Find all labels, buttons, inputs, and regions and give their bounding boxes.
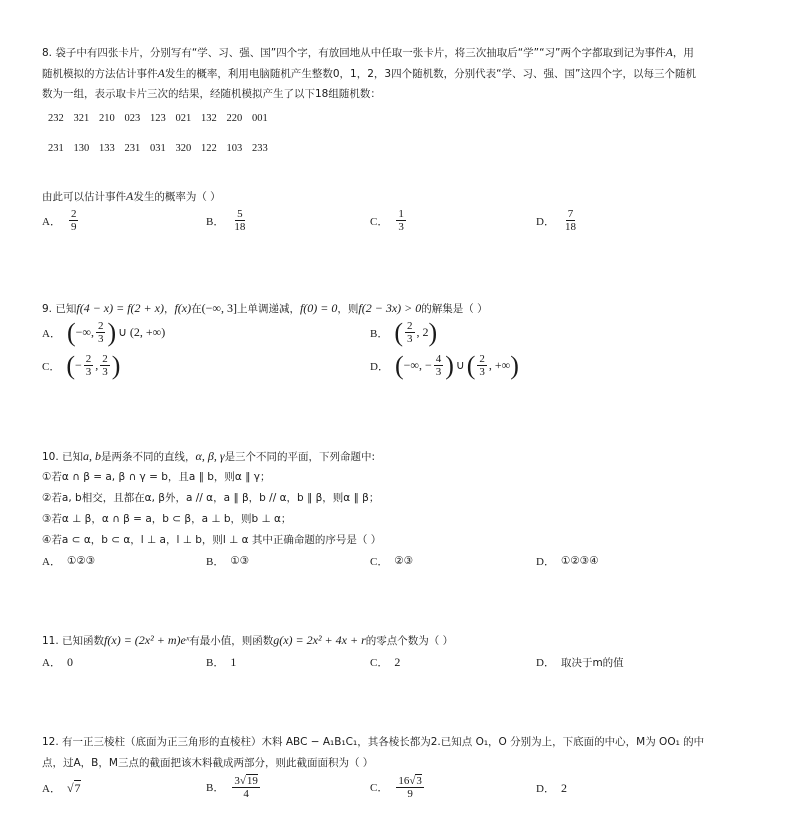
fraction [232,208,247,233]
q11-stem-c: 的零点个数为（ ） [365,635,454,647]
paren-open: ( [394,317,404,347]
option-label: A． [42,783,61,795]
fraction [396,774,424,800]
fraction [563,208,578,233]
q10-stem [42,448,375,465]
denominator: 9 [70,221,77,233]
q10-option-b[interactable] [206,553,249,569]
q8-number: 122 [201,143,217,154]
q8-option-d[interactable] [536,208,580,233]
paren-open: ( [394,350,404,380]
fraction [405,320,415,345]
q11-option-b[interactable] [206,654,236,670]
option-label: A． [42,327,61,340]
q9-option-a[interactable] [42,317,166,347]
q9-d-pre: −∞, − [403,358,432,372]
q12-option-c[interactable] [370,774,426,800]
q8-line1-end: ，用 [672,47,694,59]
denominator: 3 [85,366,92,378]
q8-number: 220 [226,113,243,124]
sqrt-sign: √ [66,780,74,795]
paren-open: ( [66,350,76,380]
denominator: 3 [479,366,485,378]
q11-stem-a: 11. 已知函数 [42,635,105,647]
numerator: 2 [70,208,77,220]
option-text: 1 [230,654,237,669]
denominator: 18 [234,221,246,233]
q9-option-c[interactable] [42,350,121,380]
q8-option-b[interactable] [206,208,249,233]
fraction [100,353,110,378]
option-label: B． [206,215,225,228]
q9-f0: f(0) = 0 [299,301,338,315]
q8-line-1 [42,44,694,61]
paren-close: ) [428,317,438,347]
q8-line-3: 数为一组，表示取卡片三次的结果，经随机模拟产生了以下18组随机数： [42,88,381,100]
q8-line-2 [42,65,696,82]
q10-stem-a: 10. 已知 [42,451,84,463]
option-label: C． [370,657,389,669]
q10-proposition-3: ③若α ⊥ β，α ∩ β = a，b ⊂ β，a ⊥ b，则b ⊥ α； [42,513,292,525]
q9-sep: 在 [191,303,202,315]
q9-d-post: , +∞ [488,358,511,372]
q10-option-c[interactable] [370,553,413,569]
fraction [434,353,444,378]
q8-number: 233 [252,143,268,154]
q10-planes: α, β, γ [195,449,225,463]
q8-ask-b: 发生的概率为（ ） [133,191,221,203]
q11-option-a[interactable] [42,654,73,670]
radicand: 3 [416,775,422,787]
option-text: 取决于m的值 [560,656,624,669]
union-sign: ∪ [455,358,465,372]
q11-stem-b: 有最小值，则函数 [189,635,274,647]
q10-lines: a, b [83,449,102,463]
q11-option-c[interactable] [370,654,400,670]
q9-stem [42,300,488,317]
q8-ask-a: 由此可以估计事件 [42,191,126,203]
q12-option-a[interactable] [42,780,81,796]
q12-option-d[interactable] [536,780,567,796]
q9-a-post: ∪ (2, +∞) [118,325,166,339]
q9-stem-end: 的解集是（ ） [421,303,488,315]
q10-option-a[interactable] [42,553,95,569]
q8-number: 132 [201,113,217,124]
q11-fx: f(x) = (2x² + m)eˣ [104,633,190,647]
q8-ask-var: A [126,189,134,203]
option-label: A． [42,215,61,228]
q9-interval: (−∞, 3] [201,301,237,315]
option-text: ①②③④ [560,555,599,567]
q8-number: 210 [99,113,115,124]
q8-number: 320 [175,143,192,154]
q9-sep: ， [163,303,175,315]
q9-a-pre: −∞, [75,325,94,339]
q8-line1-text: 8. 袋子中有四张卡片，分别写有“学、习、强、国”四个字，有放回地从中任取一张卡片，将三次抽取后“学”“习”两个字都取到记为事件 [42,47,666,59]
option-text: 2 [560,780,567,795]
option-label: D． [536,215,555,228]
q9-b-post: , 2 [416,325,429,339]
denominator: 3 [97,333,104,345]
q10-stem-b: 是两条不同的直线， [101,451,196,463]
q10-option-d[interactable] [536,553,599,569]
numerator: 2 [97,320,104,332]
denominator: 18 [564,221,576,233]
q11-stem [42,632,453,649]
q9-sep: 上单调递减， [236,303,300,315]
option-label: D． [370,360,389,373]
q8-line2-a: 随机模拟的方法估计事件 [42,68,158,80]
option-label: B． [370,327,389,340]
numerator: 2 [407,320,413,332]
minus-sign: − [75,358,82,372]
fraction [96,320,106,345]
radicand: 19 [246,775,258,787]
q8-number: 001 [252,113,268,124]
fraction [232,774,260,800]
option-label: C． [370,556,389,568]
denominator: 9 [407,788,413,800]
q8-number: 023 [124,113,141,124]
q8-number: 321 [73,113,90,124]
q9-option-b[interactable] [370,317,438,347]
numerator: 2 [102,353,108,365]
q10-stem-c: 是三个不同的平面，下列命题中: [224,451,376,463]
option-label: B． [206,782,225,794]
numerator: 1 [398,208,404,220]
numerator: 16√3 [398,775,422,787]
option-label: D． [536,783,555,795]
option-text: ②③ [394,555,414,567]
denominator: 3 [398,221,404,233]
q11-gx: g(x) = 2x² + 4x + r [273,633,366,647]
q8-option-a[interactable] [42,208,80,233]
q9-option-d[interactable] [370,350,519,380]
coefficient: 3 [234,775,240,787]
q9-inequality: f(2 − 3x) > 0 [358,301,422,315]
q8-number: 123 [150,113,166,124]
paren-open: ( [66,317,76,347]
comma: , [95,358,99,372]
denominator: 3 [102,366,108,378]
numerator: 7 [567,208,574,220]
fraction [477,353,487,378]
option-label: B． [206,657,225,669]
fraction [396,208,406,233]
q8-number: 130 [73,143,90,154]
q12-option-b[interactable] [206,774,262,800]
option-text: ①③ [230,555,250,567]
option-label: C． [42,360,61,373]
option-label: A． [42,556,61,568]
paren-close: ) [107,317,117,347]
q9-prefix: 9. 已知 [42,303,77,315]
q8-question [42,188,221,205]
denominator: 3 [435,366,442,378]
q8-number: 231 [48,143,64,154]
option-text: 2 [394,654,401,669]
numerator: 2 [479,353,485,365]
q8-number: 103 [226,143,243,154]
paren-close: ) [111,350,121,380]
q8-number-row-1 [48,113,278,124]
option-label: D． [536,657,555,669]
paren-close: ) [445,350,454,380]
q8-number: 232 [48,113,64,124]
q8-number: 021 [175,113,192,124]
coefficient: 16 [398,775,410,787]
option-text: ①②③ [66,555,96,567]
numerator: 2 [85,353,92,365]
q11-option-d[interactable] [536,654,624,670]
q9-fx: f(x) [174,301,192,315]
fraction [84,353,94,378]
q8-option-c[interactable] [370,208,408,233]
q10-proposition-4: ④若a ⊂ α，b ⊂ α，l ⊥ a，l ⊥ b，则l ⊥ α 其中正确命题的序号是（ ） [42,534,382,546]
option-label: C． [370,782,389,794]
q8-line2-var: A [157,66,165,80]
q8-line1-var: A [665,45,673,59]
numerator: 4 [435,353,442,365]
option-label: B． [206,556,225,568]
radicand: 7 [74,781,81,795]
option-label: D． [536,556,555,568]
denominator: 3 [407,333,413,345]
option-text: 0 [66,654,73,669]
q8-number: 133 [99,143,115,154]
q12-line-1: 12. 有一正三棱柱（底面为正三角形的直棱柱）木料 ABC − A₁B₁C₁，其各棱长都为2.已知点 O₁，O 分别为上，下底面的中心，M为 OO₁ 的中 [42,736,705,748]
q8-number: 231 [124,143,141,154]
fraction [69,208,79,233]
numerator: 5 [237,208,243,220]
paren-open: ( [466,350,476,380]
q9-equation: f(4 − x) = f(2 + x) [76,301,164,315]
paren-close: ) [510,350,519,380]
q8-number: 031 [150,143,166,154]
numerator: 3√19 [234,775,258,787]
q12-line-2: 点，过A，B，M三点的截面把该木料截成两部分，则此截面面积为（ ） [42,757,374,769]
q10-proposition-2: ②若a, b相交，且都在α, β外，a // α，a ∥ β，b // α，b ∥ β，则α ∥ β； [42,492,380,504]
option-label: A． [42,657,61,669]
q8-number-row-2 [48,143,278,154]
q8-line2-b: 发生的概率，利用电脑随机产生整数0，1，2，3四个随机数，分别代表“学、习、强、国”这四个字，以每三个随机 [164,68,696,80]
option-label: C． [370,215,389,228]
q10-proposition-1: ①若α ∩ β = a, β ∩ γ = b，且a ∥ b，则α ∥ γ； [42,471,271,483]
denominator: 4 [243,788,249,800]
q9-sep: ，则 [337,303,359,315]
